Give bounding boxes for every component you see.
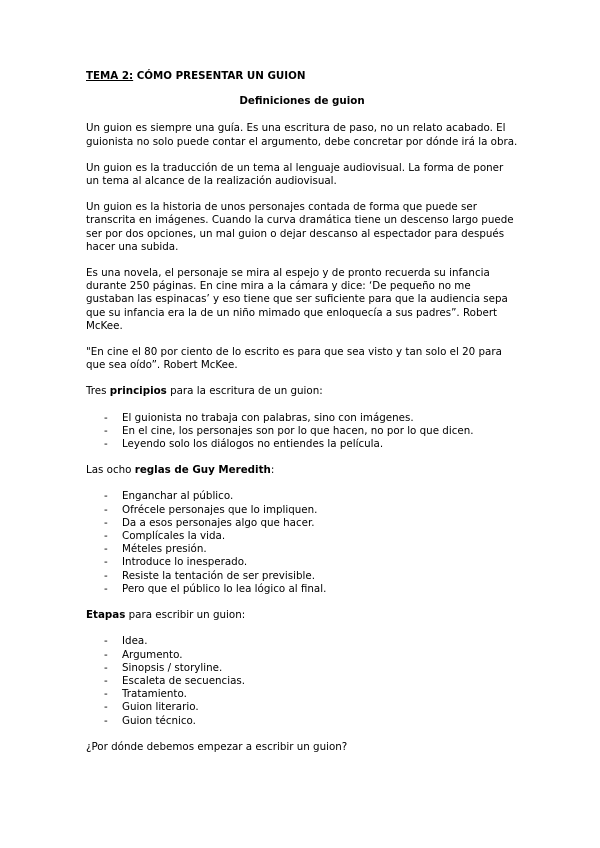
list-item: - El guionista no trabaja con palabras, sino con imágenes. xyxy=(104,412,518,425)
document-content xyxy=(86,70,518,767)
paragraph-4: Es una novela, el personaje se mira al espejo y de pronto recuerda su infancia durante 250 páginas. En cine mira a la cámara y dice: ‘De pequeño no me gustaban las espinacas’ y eso tiene que ser suficiente para que la audiencia sepa que su infancia era la de un niño mimado que enloquecía a sus padres”. Robert McKee. xyxy=(86,267,508,332)
section-subtitle: Definiciones de guion xyxy=(239,95,365,108)
list-item: - Escaleta de secuencias. xyxy=(104,675,518,688)
etapas-intro-bold: Etapas xyxy=(86,609,126,622)
list-item: - Complícales la vida. xyxy=(104,530,518,543)
principios-list xyxy=(86,412,518,452)
paragraph-2: Un guion es la traducción de un tema al lenguaje audiovisual. La forma de poner un tema al alcance de la realización audiovisual. xyxy=(86,161,504,188)
list-item: - Leyendo solo los diálogos no entiendes la película. xyxy=(104,438,518,451)
reglas-intro-post: : xyxy=(270,464,275,477)
list-item: - Sinopsis / storyline. xyxy=(104,662,518,675)
list-item: - Guion literario. xyxy=(104,701,518,714)
topic-heading xyxy=(86,70,518,83)
principios-intro xyxy=(86,385,518,398)
paragraph-5: "En cine el 80 por ciento de lo escrito es para que sea visto y tan solo el 20 para que sea oído”. Robert McKee. xyxy=(86,346,502,372)
list-item: - Argumento. xyxy=(104,649,518,662)
list-item: - Pero que el público lo lea lógico al final. xyxy=(104,583,518,596)
reglas-intro-bold: reglas de Guy Meredith xyxy=(134,464,271,477)
list-item: - Da a esos personajes algo que hacer. xyxy=(104,517,518,530)
principios-intro-post: para la escritura de un guion: xyxy=(166,385,323,398)
list-item: - Tratamiento. xyxy=(104,688,518,701)
list-item: - Mételes presión. xyxy=(104,543,518,556)
etapas-intro xyxy=(86,609,518,622)
reglas-list xyxy=(86,490,518,596)
paragraph-1: Un guion es siempre una guía. Es una escritura de paso, no un relato acabado. El guionista no solo puede contar el argumento, debe concretar por dónde irá la obra. xyxy=(86,122,518,148)
topic-title: CÓMO PRESENTAR UN GUION xyxy=(133,70,306,82)
principios-intro-pre: Tres xyxy=(86,385,110,398)
closing-question: ¿Por dónde debemos empezar a escribir un guion? xyxy=(86,740,348,753)
principios-intro-bold: principios xyxy=(109,385,167,398)
list-item: - Introduce lo inesperado. xyxy=(104,556,518,569)
paragraph-3: Un guion es la historia de unos personajes contada de forma que puede ser transcrita en imágenes. Cuando la curva dramática tiene un descenso largo puede ser por dos opciones, un mal guion o dejar descanso al espectador para después hacer una subida. xyxy=(86,201,514,253)
etapas-list xyxy=(86,635,518,727)
list-item: - Ofrécele personajes que lo impliquen. xyxy=(104,504,518,517)
list-item: - Resiste la tentación de ser previsible. xyxy=(104,570,518,583)
reglas-intro-pre: Las ocho xyxy=(86,464,135,477)
reglas-intro xyxy=(86,464,518,477)
topic-number: TEMA 2: xyxy=(86,70,134,82)
etapas-intro-post: para escribir un guion: xyxy=(125,609,246,622)
list-item: - En el cine, los personajes son por lo que hacen, no por lo que dicen. xyxy=(104,425,518,438)
list-item: - Idea. xyxy=(104,635,518,648)
list-item: - Enganchar al público. xyxy=(104,490,518,503)
list-item: - Guion técnico. xyxy=(104,715,518,728)
